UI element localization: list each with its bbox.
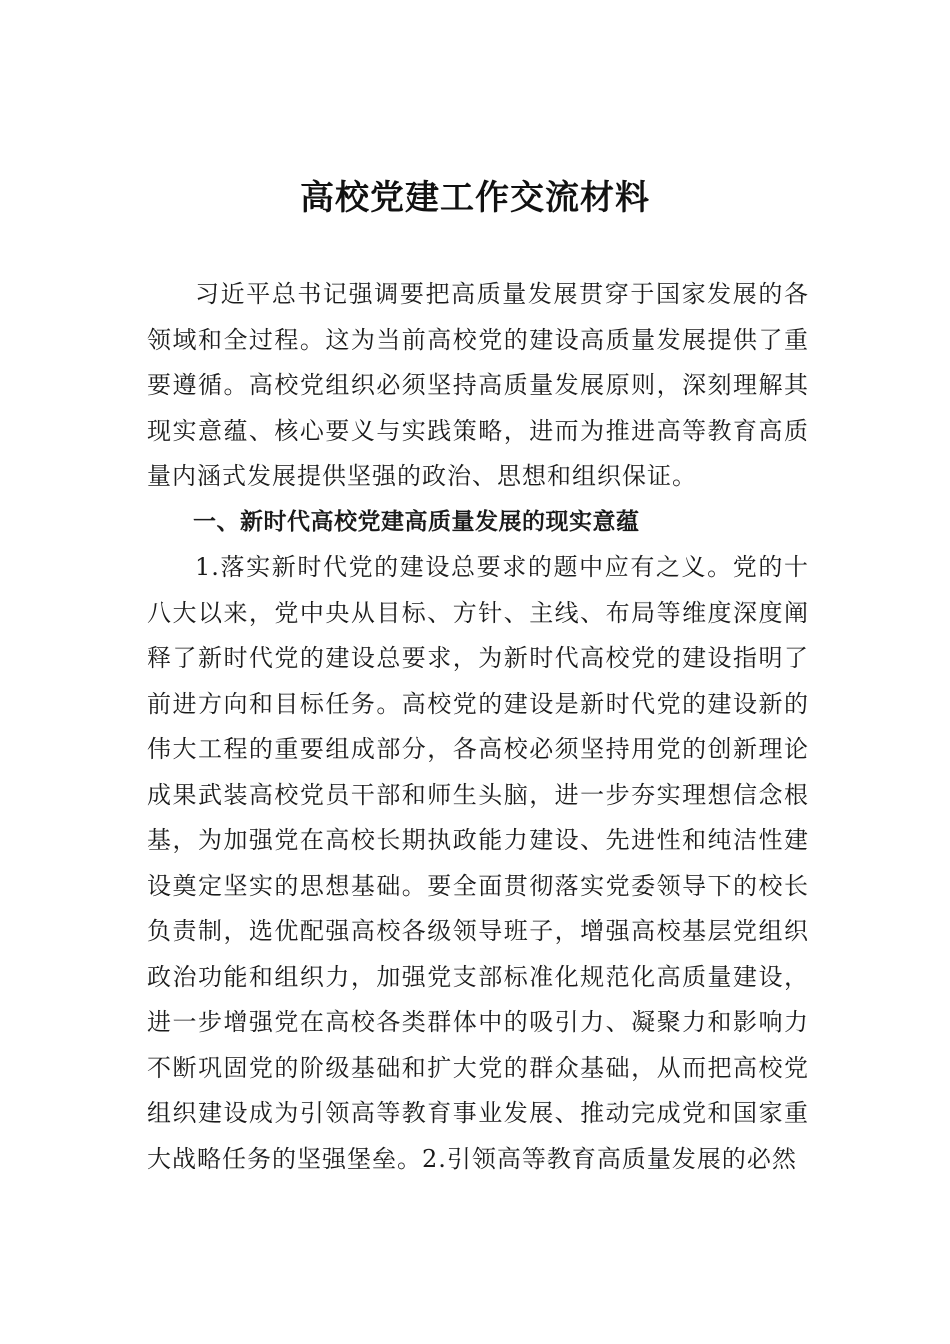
intro-paragraph: 习近平总书记强调要把高质量发展贯穿于国家发展的各领域和全过程。这为当前高校党的建设高质量发展提供了重要遵循。高校党组织必须坚持高质量发展原则，深刻理解其现实意蕴、核心要义与实践策略，进而为推进高等教育高质量内涵式发展提供坚强的政治、思想和组织保证。 [147,280,809,490]
document-body [147,272,809,1182]
document-title: 高校党建工作交流材料 [300,178,650,218]
section-heading: 一、新时代高校党建高质量发展的现实意蕴 [193,508,640,535]
section-paragraph: 1.落实新时代党的建设总要求的题中应有之义。党的十八大以来，党中央从目标、方针、主线、布局等维度深度阐释了新时代党的建设总要求，为新时代高校党的建设指明了前进方向和目标任务。高校党的建设是新时代党的建设新的伟大工程的重要组成部分，各高校必须坚持用党的创新理论成果武装高校党员干部和师生头脑，进一步夯实理想信念根基，为加强党在高校长期执政能力建设、先进性和纯洁性建设奠定坚实的思想基础。要全面贯彻落实党委领导下的校长负责制，选优配强高校各级领导班子，增强高校基层党组织政治功能和组织力，加强党支部标准化规范化高质量建设，进一步增强党在高校各类群体中的吸引力、凝聚力和影响力不断巩固党的阶级基础和扩大党的群众基础，从而把高校党组织建设成为引领高等教育事业发展、推动完成党和国家重大战略任务的坚强堡垒。2.引领高等教育高质量发展的必然 [147,553,809,1173]
